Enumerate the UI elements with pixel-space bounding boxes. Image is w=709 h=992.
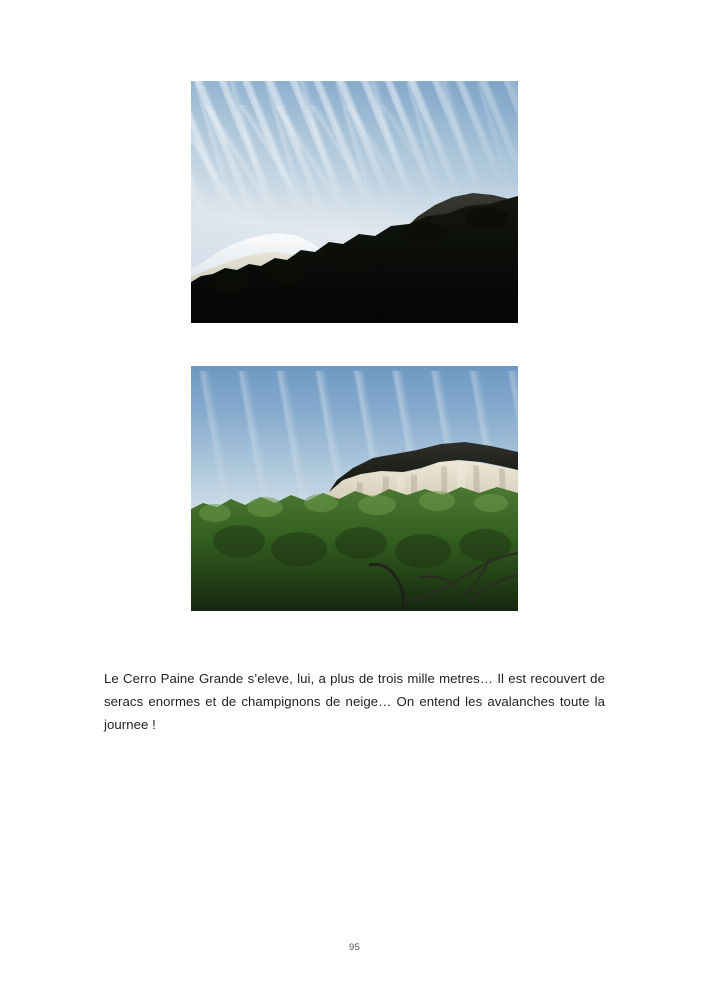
- body-paragraph: Le Cerro Paine Grande s’eleve, lui, a plus de trois mille metres… Il est recouvert de seracs enormes et de champignons de neige… On entend les avalanches toute la journee !: [104, 671, 605, 732]
- photo-2-canvas: [191, 366, 518, 611]
- photo-2-forest: [191, 479, 518, 611]
- figure-image-2: [191, 366, 518, 611]
- page-number: 95: [349, 942, 360, 953]
- photo-1-canvas: [191, 81, 518, 323]
- photo-1-dark-ridge: [191, 190, 518, 323]
- figure-image-1: [191, 81, 518, 323]
